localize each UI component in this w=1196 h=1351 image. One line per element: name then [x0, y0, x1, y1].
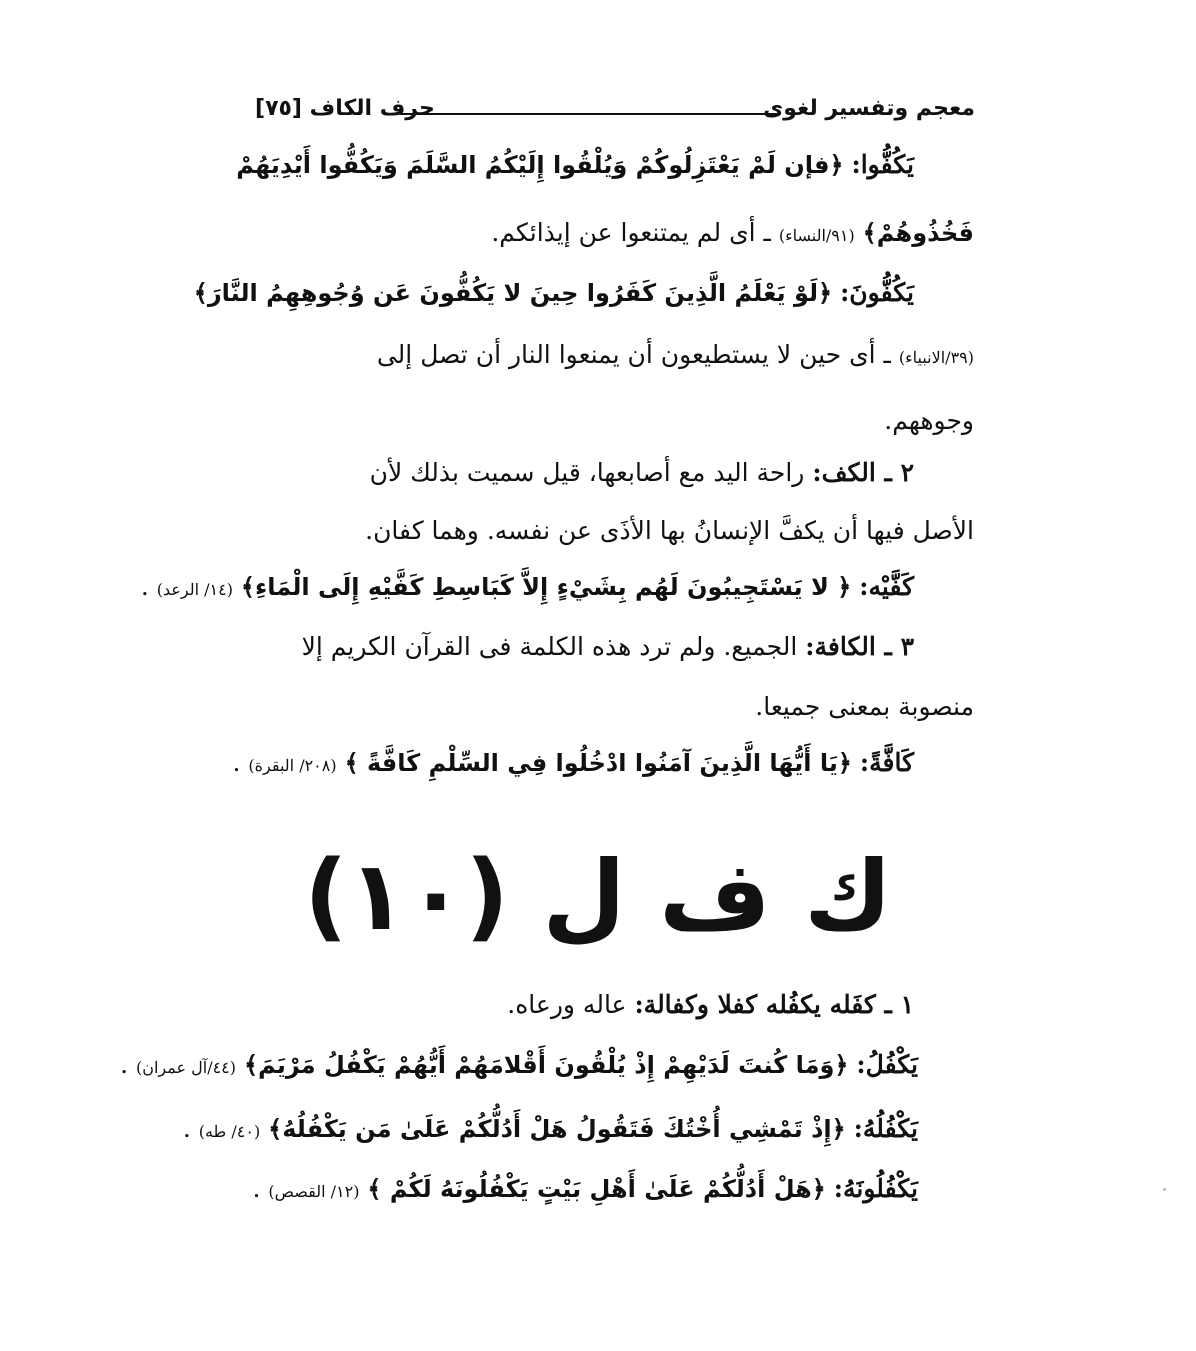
entry-line-3 — [194, 278, 914, 307]
entry-line-11 — [233, 748, 915, 777]
verse-reference: (٩١/النساء) — [778, 226, 855, 245]
explanation-text: ـ أى حين لا يستطيعون أن يمنعوا النار أن تصل إلى — [376, 340, 891, 369]
verse-text: ﴿يَا أَيُّهَا الَّذِينَ آمَنُوا ادْخُلُوا فِي السِّلْمِ كَافَّةً ﴾ — [344, 749, 852, 777]
verse-reference: (٤٤/آل عمران) — [135, 1058, 237, 1077]
entry-line-7 — [365, 516, 974, 545]
explanation-text: راحة اليد مع أصابعها، قيل سميت بذلك لأن — [369, 458, 805, 487]
entry-head: يَكْفُلُهُ: — [853, 1114, 918, 1143]
entry-head: ١ ـ كفَله يكفُله كفلا وكفالة: — [634, 990, 914, 1019]
book-title: معجم وتفسير لغوى — [763, 96, 975, 121]
entry-line-4 — [377, 340, 974, 369]
entry-line-5 — [884, 406, 974, 435]
running-header — [255, 96, 975, 130]
entry-head: يَكْفُلُ: — [856, 1050, 918, 1079]
entry-line-6 — [370, 458, 914, 487]
verse-text: فَخُذُوهُمْ﴾ — [862, 219, 974, 247]
verse-reference: (٣٩/الانبياء) — [898, 348, 974, 367]
entry-line-8 — [141, 572, 914, 601]
entry-line-1 — [236, 150, 914, 179]
entry-line-10 — [755, 692, 974, 721]
entry-line-15 — [253, 1174, 919, 1203]
section-label: حرف الكاف [٧٥] — [255, 96, 435, 121]
entry-line-13 — [120, 1050, 918, 1079]
explanation-text: وجوههم. — [884, 406, 974, 435]
verse-text: ﴿إِذْ تَمْشِي أُخْتُكَ فَتَقُولُ هَلْ أَدُلُّكُمْ عَلَىٰ مَن يَكْفُلُهُ﴾ — [268, 1115, 846, 1143]
header-rule — [400, 113, 780, 115]
entry-line-9 — [302, 632, 914, 661]
entry-line-14 — [183, 1114, 918, 1143]
entry-head: يَكُفُّوا: — [851, 150, 914, 179]
punctuation: . — [120, 1050, 129, 1079]
entry-head: يَكْفُلُونَهُ: — [833, 1174, 918, 1203]
verse-reference: (١٤/ الرعد) — [156, 580, 233, 599]
root-title: ك ف ل (١٠) — [304, 840, 892, 952]
entry-head: ٣ ـ الكافة: — [805, 632, 914, 661]
explanation-text: عاله ورعاه. — [507, 990, 627, 1019]
explanation-text: الأصل فيها أن يكفَّ الإنسانُ بها الأذَى عن نفسه. وهما كفان. — [365, 516, 974, 545]
explanation-text: الجميع. ولم ترد هذه الكلمة فى القرآن الكريم إلا — [301, 632, 798, 661]
scan-speck — [1163, 1188, 1166, 1191]
entry-head: يَكُفُّونَ: — [840, 278, 914, 307]
entry-line-12 — [507, 990, 914, 1019]
verse-reference: (٢٠٨/ البقرة) — [248, 756, 337, 775]
verse-text: ﴿لَوْ يَعْلَمُ الَّذِينَ كَفَرُوا حِينَ لا يَكُفُّونَ عَن وُجُوهِهِمُ النَّارَ﴾ — [193, 279, 833, 307]
explanation-text: ـ أى لم يمتنعوا عن إيذائكم. — [491, 218, 771, 247]
punctuation: . — [232, 748, 241, 777]
verse-text: ﴿وَمَا كُنتَ لَدَيْهِمْ إِذْ يُلْقُونَ أَقْلامَهُمْ أَيُّهُمْ يَكْفُلُ مَرْيَمَ﴾ — [243, 1051, 849, 1079]
entry-line-2 — [491, 218, 974, 247]
verse-reference: (١٢/ القصص) — [268, 1182, 360, 1201]
entry-head: ٢ ـ الكف: — [812, 458, 914, 487]
verse-text: ﴿فإن لَمْ يَعْتَزِلُوكُمْ وَيُلْقُوا إِلَيْكُمُ السَّلَمَ وَيَكُفُّوا أَيْدِيَهُمْ — [236, 151, 844, 179]
verse-text: ﴿هَلْ أَدُلُّكُمْ عَلَىٰ أَهْلِ بَيْتٍ يَكْفُلُونَهُ لَكُمْ ﴾ — [367, 1175, 826, 1203]
verse-text: ﴿ لا يَسْتَجِيبُونَ لَهُم بِشَيْءٍ إِلاَّ كَبَاسِطِ كَفَّيْهِ إِلَى الْمَاءِ﴾ — [240, 573, 852, 601]
punctuation: . — [252, 1174, 261, 1203]
explanation-text: منصوبة بمعنى جميعا. — [755, 692, 974, 721]
punctuation: . — [182, 1114, 191, 1143]
entry-head: كَافَّةً: — [859, 748, 914, 777]
punctuation: . — [140, 572, 149, 601]
entry-head: كَفَّيْه: — [859, 572, 914, 601]
verse-reference: (٤٠/ طه) — [198, 1122, 261, 1141]
